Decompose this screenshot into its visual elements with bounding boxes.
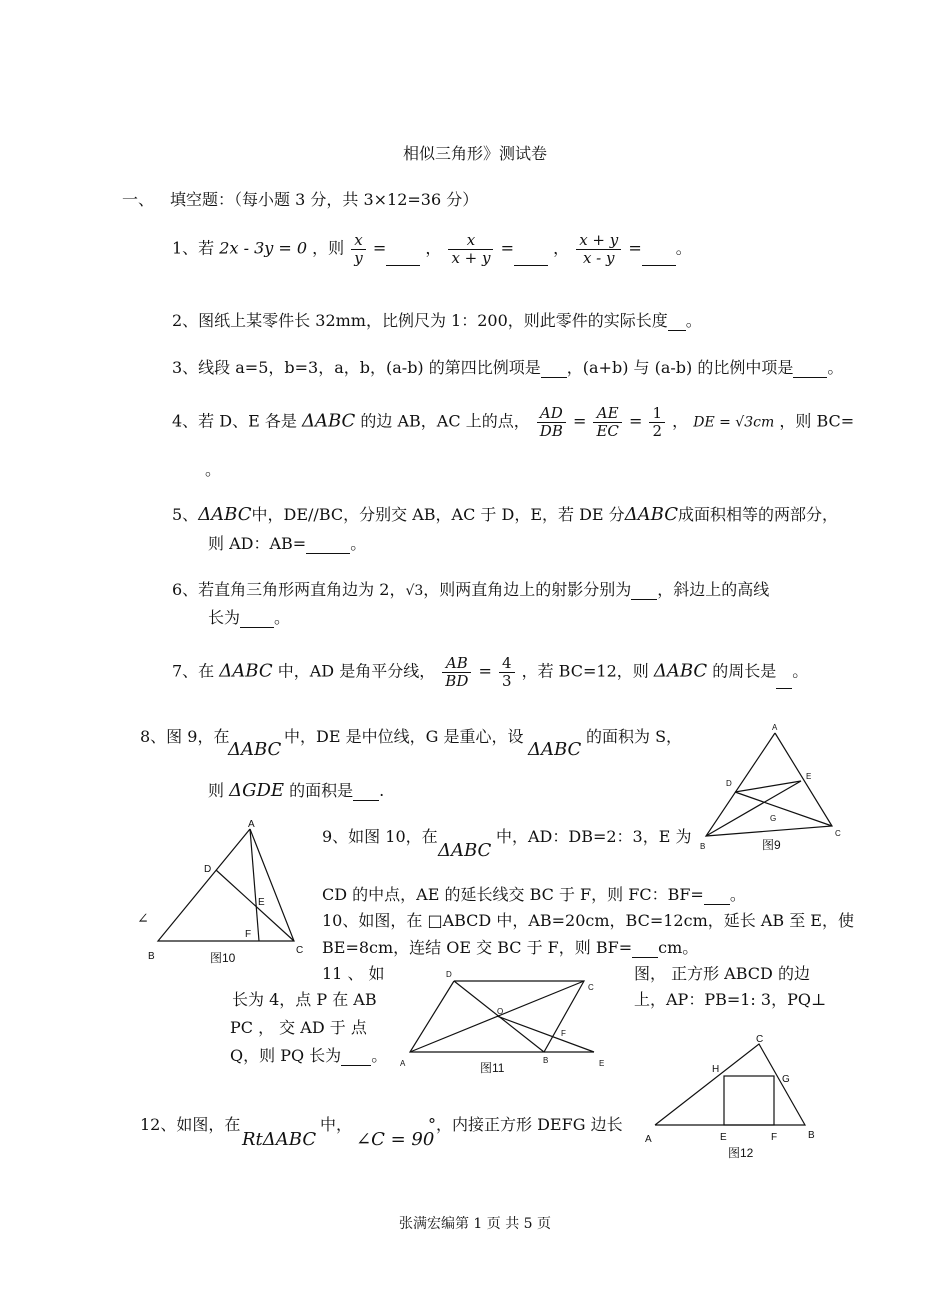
q1-fraction-x-over-sum bbox=[448, 232, 493, 266]
q4-frac-ad: AD bbox=[537, 405, 566, 423]
q8-text-2: 的面积为 S， bbox=[586, 727, 683, 746]
q2-text: 2、图纸上某零件长 32mm，比例尺为 1：200，则此零件的实际长度 bbox=[172, 311, 668, 330]
figure-12 bbox=[640, 1032, 830, 1164]
figure-11 bbox=[396, 966, 616, 1076]
question-6 bbox=[172, 577, 769, 600]
q7-frac-ab: AB bbox=[442, 655, 471, 673]
q10-line-2 bbox=[322, 935, 698, 958]
q4-frac-ae: AE bbox=[593, 405, 621, 423]
q8-line2b: 的面积是 bbox=[289, 781, 354, 800]
fig11-label-e: E bbox=[599, 1059, 605, 1068]
fig10-label-b: B bbox=[148, 951, 155, 962]
q5-line-2 bbox=[208, 531, 366, 554]
q1-sep1: ， bbox=[425, 238, 442, 258]
q9-answer-blank[interactable] bbox=[704, 890, 730, 905]
fig11-line-oe bbox=[497, 1016, 594, 1052]
page-title: 相似三角形》测试卷 bbox=[402, 144, 547, 163]
q10-answer-blank[interactable] bbox=[632, 943, 658, 958]
q9-line2-text: CD 的中点，AE 的延长线交 BC 于 F，则 FC：BF= bbox=[322, 885, 704, 904]
fig11-label-d: D bbox=[446, 970, 452, 979]
q1-frac1-den: y bbox=[354, 248, 363, 267]
q5-tail: 成面积相等的两部分， bbox=[678, 505, 839, 524]
q1-frac3-den: x - y bbox=[582, 248, 615, 267]
fig12-square-defg bbox=[724, 1076, 774, 1125]
q10-unit: cm。 bbox=[658, 938, 699, 957]
fig11-label-f: F bbox=[561, 1029, 566, 1038]
q6-line-2 bbox=[208, 605, 290, 628]
q11-part-d-text: 上，AP：PB=1: 3，PQ bbox=[634, 990, 811, 1009]
q1-then: ，则 bbox=[312, 238, 345, 258]
q5-line2-text: 则 AD：AB= bbox=[208, 534, 307, 553]
q3-text-2: ，(a+b) 与 (a-b) 的比例中项是 bbox=[566, 358, 794, 377]
q1-lead: 1、若 bbox=[172, 238, 215, 258]
q4-de-length: DE = √3cm bbox=[693, 414, 775, 431]
fig9-caption: 图9 bbox=[762, 838, 781, 852]
q9-line-2 bbox=[322, 882, 746, 905]
figure-10 bbox=[142, 816, 312, 968]
q7-frac-4: 4 bbox=[499, 655, 515, 673]
q7-frac-bd: BD bbox=[445, 671, 469, 690]
q7-triangle-2: ΔABC bbox=[653, 660, 708, 682]
q4-tail: ，则 BC= bbox=[779, 411, 855, 431]
q7-triangle: ΔABC bbox=[219, 660, 273, 682]
q11-part-f-text: Q，则 PQ 长为 bbox=[230, 1046, 342, 1065]
q6-line2-text: 长为 bbox=[208, 608, 241, 627]
q1-frac2-num: x bbox=[448, 232, 493, 250]
q1-frac3-num: x + y bbox=[576, 232, 621, 250]
q11-answer-blank[interactable] bbox=[341, 1051, 371, 1066]
q5-answer-blank[interactable] bbox=[306, 539, 350, 554]
fig10-triangle-abc bbox=[158, 829, 294, 941]
q4-frac-ec: EC bbox=[596, 421, 619, 440]
q12-angle: ∠C = 90 bbox=[356, 1129, 435, 1150]
fig12-label-f: F bbox=[771, 1132, 778, 1143]
q1-answer-blank-1[interactable] bbox=[386, 251, 420, 266]
q7-fraction-4-3 bbox=[499, 655, 515, 689]
q10-line2-text: BE=8cm，连结 OE 交 BC 于 F，则 BF= bbox=[322, 938, 633, 957]
fig10-caption: 图10 bbox=[210, 951, 236, 965]
fig12-label-b: B bbox=[808, 1130, 815, 1141]
q6-text-2: ，则两直角边上的射影分别为 bbox=[423, 580, 632, 599]
q5-triangle: ΔABC bbox=[198, 504, 252, 525]
q6-answer-blank-2[interactable] bbox=[240, 613, 274, 628]
fig10-label-e: E bbox=[258, 897, 265, 908]
q7-end: 。 bbox=[792, 661, 809, 681]
q5-triangle-2: ΔABC bbox=[624, 504, 679, 525]
fig9-label-a: A bbox=[772, 723, 778, 732]
fig9-label-d: D bbox=[726, 779, 732, 788]
q8-line-2 bbox=[208, 778, 384, 801]
figure-9 bbox=[696, 722, 846, 852]
q4-mid: 的边 AB，AC 上的点， bbox=[360, 411, 530, 431]
q4-fraction-one-half bbox=[649, 405, 665, 439]
q6-end: 。 bbox=[274, 608, 291, 627]
stray-angle-symbol: ∠ bbox=[137, 911, 149, 927]
page-footer: 张满宏编第 1 页 共 5 页 bbox=[398, 1216, 552, 1232]
q12-lead: 12、如图，在 bbox=[140, 1115, 241, 1134]
question-4: 4、若 D、E 各是 ΔABC 的边 AB，AC 上的点， $\frac{AD}{DB}$ = $\frac{AE}{EC}$ = $\frac{1}{2}$ ， DE = √3cm ，则 BC= bbox=[172, 404, 855, 440]
q11-part-a: 11 、 如 bbox=[322, 964, 385, 983]
q1-answer-blank-2[interactable] bbox=[514, 251, 548, 266]
q4-frac-one: 1 bbox=[649, 405, 665, 423]
fig11-label-o: O bbox=[497, 1007, 504, 1016]
q4-fraction-ad-db bbox=[537, 405, 566, 439]
section-number: 一、 bbox=[122, 190, 155, 209]
q6-text-1: 6、若直角三角形两直角边为 2， bbox=[172, 580, 406, 599]
fig9-label-e: E bbox=[806, 772, 812, 781]
fig12-label-c: C bbox=[756, 1034, 764, 1045]
q7-text-1: 中，AD 是角平分线， bbox=[277, 661, 436, 681]
q7-text-3: 的周长是 bbox=[712, 661, 777, 681]
q7-lead: 7、在 bbox=[172, 661, 215, 681]
q7-fraction-ab-bd bbox=[442, 655, 471, 689]
question-1: 1、若 2x - 3y = 0 ，则 $\frac{x}{y}$ = ， $\frac{x}{x + y}$ = ， $\frac{x + y}{x - y}$ = 。 bbox=[172, 231, 692, 267]
q4-triangle: ΔABC bbox=[301, 410, 356, 432]
question-2 bbox=[172, 308, 702, 331]
q8-text-1: 中，DE 是中位线，G 是重心，设 bbox=[284, 727, 524, 746]
fig10-line-dc bbox=[216, 870, 294, 941]
q12-triangle: RtΔABC bbox=[242, 1129, 317, 1150]
q11-perp-symbol: ⊥ bbox=[810, 990, 827, 1009]
fig11-caption: 图11 bbox=[480, 1061, 505, 1075]
q5-end: 。 bbox=[350, 534, 367, 553]
question-3 bbox=[172, 355, 843, 378]
q3-text-1: 3、线段 a=5，b=3，a，b，(a-b) 的第四比例项是 bbox=[172, 358, 541, 377]
q5-lead: 5、 bbox=[172, 505, 199, 524]
fig11-label-a: A bbox=[400, 1059, 406, 1068]
fig10-label-a: A bbox=[248, 819, 255, 830]
fig9-line-dc bbox=[735, 792, 832, 826]
section-heading: 填空题：（每小题 3 分，共 3×12=36 分） bbox=[170, 190, 479, 209]
q2-answer-blank[interactable] bbox=[668, 316, 686, 331]
q9-end: 。 bbox=[729, 885, 746, 904]
q8-line2a: 则 bbox=[208, 781, 225, 800]
fig10-label-c: C bbox=[296, 945, 304, 956]
q11-part-d bbox=[634, 987, 826, 1010]
q6-answer-blank-1[interactable] bbox=[631, 585, 657, 600]
question-5 bbox=[172, 502, 838, 525]
q12-text-2: °，内接正方形 DEFG 边长 bbox=[428, 1115, 623, 1134]
q1-sep2: ， bbox=[553, 238, 570, 258]
q4-fraction-ae-ec bbox=[593, 405, 621, 439]
fig9-triangle-abc bbox=[706, 733, 832, 836]
fig11-label-b: B bbox=[543, 1056, 549, 1065]
q11-part-b: 图， 正方形 ABCD 的边 bbox=[634, 964, 810, 983]
q8-answer-blank[interactable] bbox=[353, 786, 379, 801]
q11-part-e: PC ， 交 AD 于 点 bbox=[230, 1018, 367, 1037]
fig10-label-f: F bbox=[245, 929, 252, 940]
q11-part-c: 长为 4，点 P 在 AB bbox=[232, 990, 377, 1009]
question-7: 7、在 ΔABC 中，AD 是角平分线， $\frac{AB}{BD}$ = $\frac{4}{3}$ ，若 BC=12，则 ΔABC 的周长是 。 bbox=[172, 654, 809, 690]
q10-line-1: 10、如图，在 □ABCD 中，AB=20cm，BC=12cm，延长 AB 至 E，使 bbox=[322, 911, 854, 930]
q1-fraction-sum-over-diff bbox=[576, 232, 621, 266]
q9-text-1: 中，AD：DB=2：3，E 为 bbox=[496, 827, 692, 846]
q3-answer-blank-2[interactable] bbox=[793, 363, 827, 378]
fig11-label-c: C bbox=[588, 983, 594, 992]
q9-triangle: ΔABC bbox=[438, 840, 492, 861]
fig9-label-g: G bbox=[770, 814, 777, 823]
q1-fraction-x-over-y bbox=[351, 232, 365, 266]
q3-end: 。 bbox=[827, 358, 844, 377]
q1-equation: 2x - 3y = 0 bbox=[219, 238, 308, 258]
fig12-caption: 图12 bbox=[728, 1146, 754, 1160]
q2-end: 。 bbox=[685, 311, 702, 330]
q1-answer-blank-3[interactable] bbox=[642, 251, 676, 266]
q8-gde-triangle: ΔGDE bbox=[229, 780, 285, 801]
q4-frac-two: 2 bbox=[652, 421, 663, 440]
q1-frac2-den: x + y bbox=[451, 248, 491, 267]
fig9-label-c: C bbox=[835, 829, 841, 838]
q1-end: 。 bbox=[675, 238, 692, 258]
q11-part-f bbox=[230, 1043, 387, 1066]
q4-end: 。 bbox=[205, 460, 222, 479]
q4-lead: 4、若 D、E 各是 bbox=[172, 411, 297, 431]
q7-text-2: ，若 BC=12，则 bbox=[521, 661, 649, 681]
q6-sqrt3: √3 bbox=[405, 583, 424, 599]
fig10-line-af bbox=[250, 829, 259, 941]
q3-answer-blank-1[interactable] bbox=[541, 363, 567, 378]
q11-end: 。 bbox=[371, 1046, 388, 1065]
fig12-label-h: H bbox=[712, 1064, 720, 1075]
fig12-label-e: E bbox=[720, 1132, 727, 1143]
fig9-label-b: B bbox=[700, 842, 706, 851]
fig10-label-d: D bbox=[204, 864, 212, 875]
q7-frac-3: 3 bbox=[501, 671, 512, 690]
q8-triangle-2: ΔABC bbox=[528, 739, 582, 760]
q6-text-3: ，斜边上的高线 bbox=[657, 580, 770, 599]
q4-frac-db: DB bbox=[539, 421, 563, 440]
q8-end: . bbox=[379, 781, 385, 800]
q1-frac1-num: x bbox=[351, 232, 365, 250]
q9-lead: 9、如图 10，在 bbox=[322, 827, 438, 846]
q12-text-1: 中， bbox=[320, 1115, 353, 1134]
q8-lead: 8、图 9，在 bbox=[140, 727, 230, 746]
q7-answer-blank[interactable] bbox=[776, 674, 792, 689]
fig12-label-g: G bbox=[782, 1074, 790, 1085]
q5-mid: 中，DE//BC，分别交 AB，AC 于 D，E，若 DE 分 bbox=[251, 505, 625, 524]
q8-triangle: ΔABC bbox=[228, 739, 282, 760]
fig12-label-a: A bbox=[645, 1134, 652, 1145]
